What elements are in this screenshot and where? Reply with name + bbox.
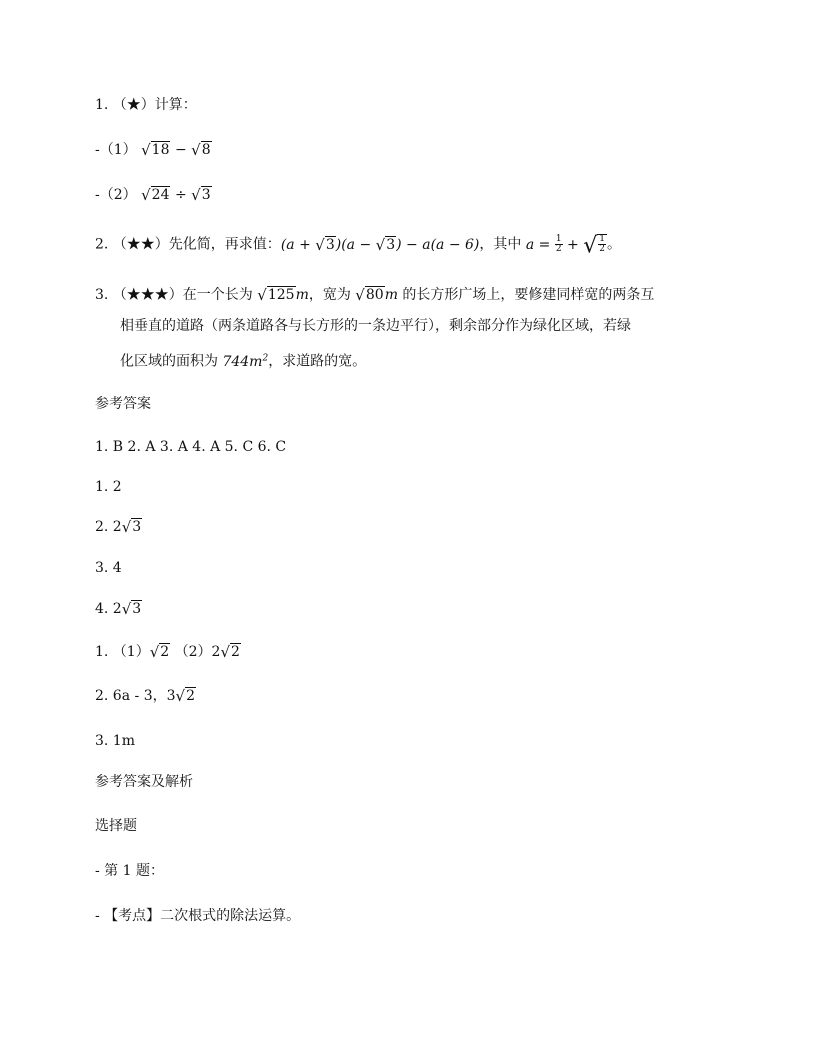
- question-2-label: 2. （★★）先化简，再求值：: [95, 236, 281, 253]
- sqrt-18: √18: [141, 141, 170, 159]
- sqrt-24: √24: [141, 186, 170, 204]
- question-1-title: 1. （★）计算：: [95, 97, 197, 113]
- question-3-line-1: 3. （★★★）在一个长为 √125m，宽为 √80m 的长方形广场上，要修建同样宽的两条互: [95, 286, 655, 304]
- area-value: $744m^2$: [222, 353, 269, 370]
- answer-fill-1: 1. 2: [95, 479, 122, 495]
- sqrt-125m: √125: [257, 286, 295, 304]
- answer-fill-2: 2. 2√3: [95, 518, 142, 536]
- sqrt-8: √8: [191, 141, 211, 159]
- question-3-line-2: 相垂直的道路（两条道路各与长方形的一条边平行），剩余部分作为绿化区域，若绿: [120, 318, 631, 334]
- answer-choice: 1. B 2. A 3. A 4. A 5. C 6. C: [95, 439, 287, 455]
- expression: (a + √3)(a − √3) − a(a − 6): [280, 235, 480, 254]
- sqrt-3: √3: [191, 186, 211, 204]
- question-3-label: 3. （★★★）在一个长为: [95, 287, 258, 303]
- answer-calc-2: 2. 6a - 3，3√2: [95, 687, 195, 705]
- answer-calc-1: 1. （1）√2 （2）2√2: [95, 643, 240, 661]
- part-label: -（2）: [95, 187, 137, 203]
- analysis-item-1: - 第 1 题：: [95, 863, 164, 879]
- expression: √18 − √8: [141, 141, 211, 159]
- expression: √24 ÷ √3: [141, 186, 211, 204]
- answer-fill-3: 3. 4: [95, 560, 122, 576]
- analysis-heading: 参考答案及解析: [95, 774, 193, 790]
- answer-calc-3: 3. 1m: [95, 733, 135, 749]
- question-3-line-3: 化区域的面积为 $744m^2$，求道路的宽。: [120, 353, 367, 370]
- question-1-part-1: [95, 140, 212, 160]
- analysis-point: - 【考点】二次根式的除法运算。: [95, 908, 301, 924]
- sqrt-80m: √80: [355, 286, 384, 304]
- answer-fill-4: 4. 2√3: [95, 600, 142, 618]
- answers-heading: 参考答案: [95, 396, 151, 412]
- condition: a = $\frac{1}{2}$ + √ $\frac{1}{2}$: [525, 233, 605, 259]
- analysis-section: 选择题: [95, 818, 137, 834]
- question-2: 2. （★★）先化简，再求值：(a + √3)(a − √3) − a(a − 6)，其中 a = $\frac{1}{2}$ + √ $\frac{1}{2}$ 。: [95, 233, 621, 259]
- part-label: -（1）: [95, 142, 137, 158]
- question-1-part-2: [95, 185, 212, 205]
